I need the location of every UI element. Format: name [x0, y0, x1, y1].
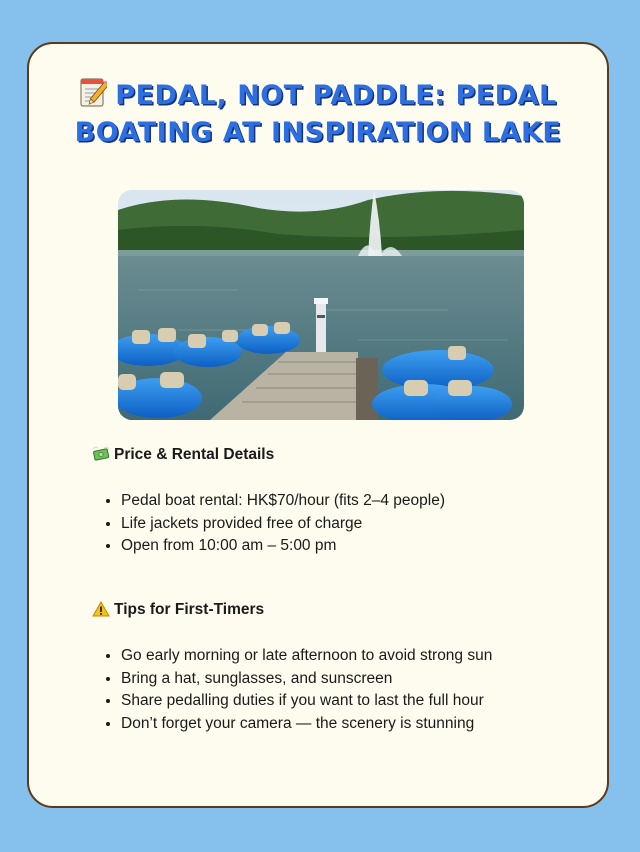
title-line-1: PEDAL, NOT PADDLE: PEDAL — [115, 80, 557, 111]
list-item: • Life jackets provided free of charge — [121, 513, 445, 536]
info-card — [27, 42, 609, 808]
list-item: • Bring a hat, sunglasses, and sunscreen — [121, 668, 492, 691]
tips-section-title: Tips for First-Timers — [114, 601, 265, 618]
list-item: • Go early morning or late afternoon to avoid strong sun — [121, 645, 492, 668]
price-list — [103, 490, 445, 558]
pedal-boats-lake-photo — [118, 190, 524, 420]
tips-section-heading — [92, 601, 264, 619]
title-line-2: BOATING AT INSPIRATION LAKE — [74, 117, 562, 148]
money-with-wings-icon — [92, 446, 110, 462]
price-section-heading — [92, 446, 274, 464]
page-title — [29, 76, 607, 151]
list-item: • Pedal boat rental: HK$70/hour (fits 2–4 people) — [121, 490, 445, 513]
warning-icon — [92, 601, 110, 617]
list-item: • Don’t forget your camera — the scenery is stunning — [121, 713, 492, 736]
tips-list — [103, 645, 492, 735]
memo-icon — [79, 76, 107, 108]
list-item: • Open from 10:00 am – 5:00 pm — [121, 535, 445, 558]
list-item: • Share pedalling duties if you want to last the full hour — [121, 690, 492, 713]
price-section-title: Price & Rental Details — [114, 446, 275, 463]
